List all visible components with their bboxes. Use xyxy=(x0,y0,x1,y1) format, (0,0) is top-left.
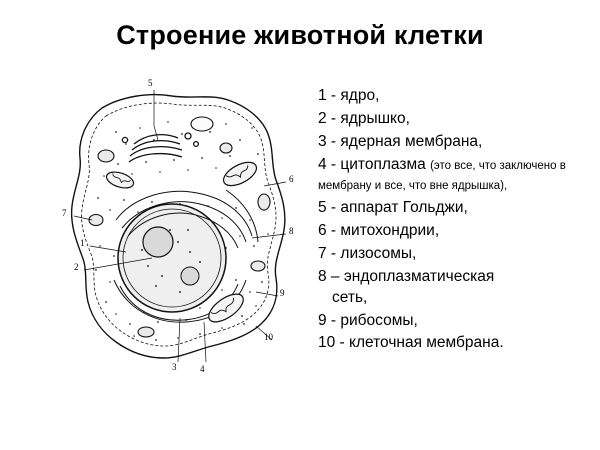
legend-item-4-note: (это все, что заключено в мембрану и все, что вне ядрышка), xyxy=(318,159,566,193)
callout-7: 7 xyxy=(62,208,67,218)
callout-5: 5 xyxy=(148,78,153,88)
legend-item-9-label: 9 - рибосомы, xyxy=(318,311,418,329)
legend-item-8 xyxy=(318,267,590,308)
callout-8: 8 xyxy=(289,226,294,236)
legend-item-8-cont: сеть, xyxy=(332,288,368,306)
callout-10: 10 xyxy=(264,332,273,342)
legend-list xyxy=(318,86,590,356)
legend-item-4 xyxy=(318,155,590,196)
legend-item-7-label: 7 - лизосомы, xyxy=(318,245,417,263)
legend-item-2-label: 2 - ядрышко, xyxy=(318,109,410,127)
callout-3: 3 xyxy=(172,362,177,372)
legend-item-5 xyxy=(318,198,590,218)
legend-item-2 xyxy=(318,109,590,129)
callout-1: 1 xyxy=(80,238,85,248)
callout-6: 6 xyxy=(289,174,294,184)
legend-item-9 xyxy=(318,311,590,331)
legend-item-4-label: 4 - цитоплазма xyxy=(318,155,431,173)
legend-item-3-label: 3 - ядерная мембрана, xyxy=(318,132,483,150)
animal-cell-diagram xyxy=(30,70,320,400)
legend-item-1 xyxy=(318,86,590,106)
cell-illustration xyxy=(30,70,320,400)
legend-item-6 xyxy=(318,221,590,241)
legend-item-1-label: 1 - ядро, xyxy=(318,87,380,104)
legend-item-6-label: 6 - митохондрии, xyxy=(318,222,440,240)
legend-item-10 xyxy=(318,333,590,353)
legend-item-8-label: 8 – эндоплазматическая xyxy=(318,268,495,286)
legend-item-10-label: 10 - клеточная мембрана. xyxy=(318,334,504,352)
callout-9: 9 xyxy=(280,288,285,298)
callout-2: 2 xyxy=(74,262,79,272)
legend-item-3 xyxy=(318,132,590,152)
golgi-shape xyxy=(122,133,198,162)
callout-4: 4 xyxy=(200,364,205,374)
page-title: Строение животной клетки xyxy=(116,20,484,50)
legend-item-5-label: 5 - аппарат Гольджи, xyxy=(318,199,468,217)
legend-item-7 xyxy=(318,244,590,264)
